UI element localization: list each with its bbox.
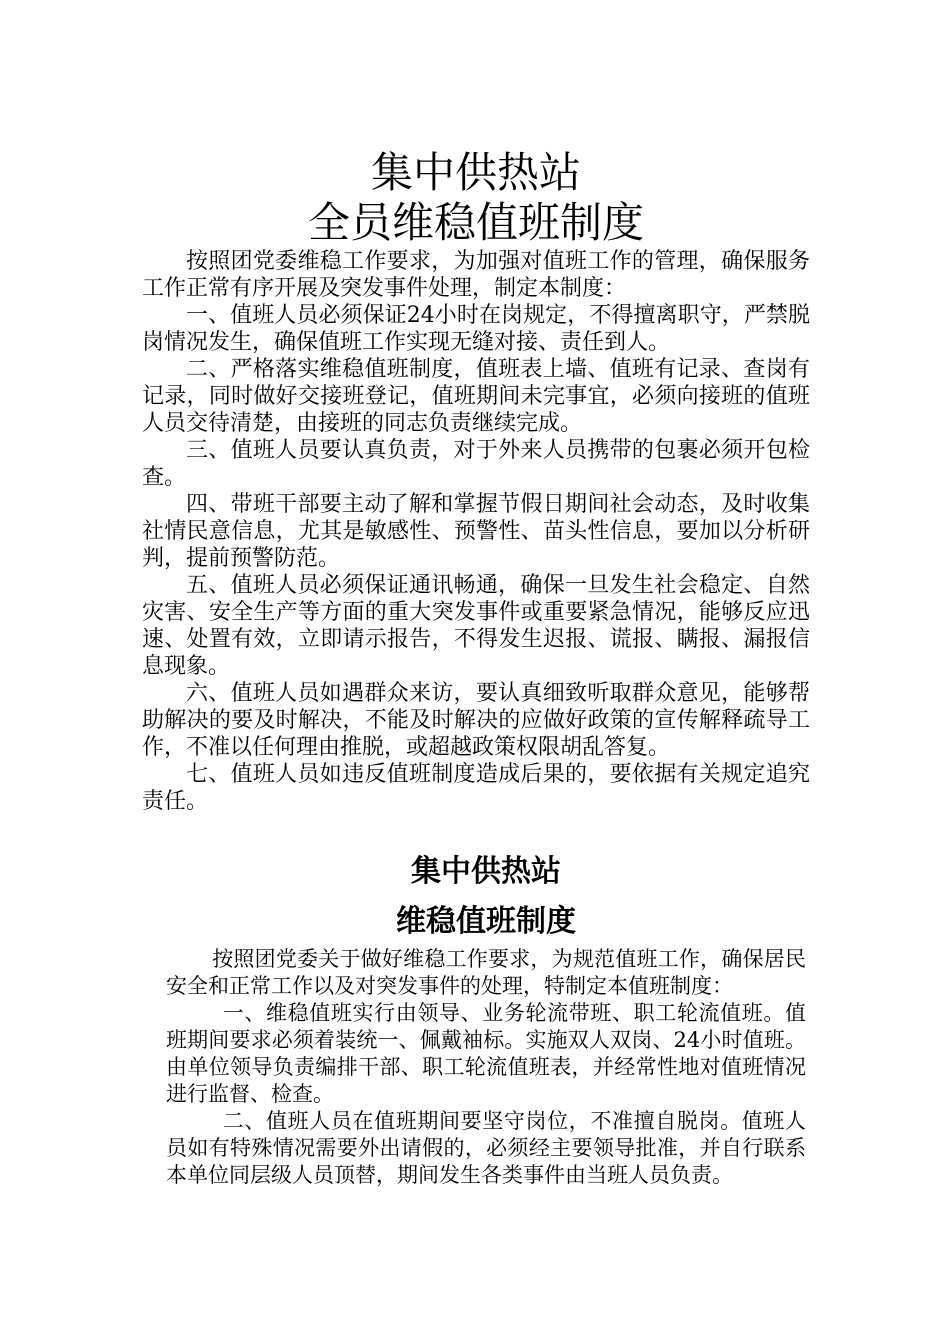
doc1-title-line1: 集中供热站 bbox=[370, 148, 581, 197]
doc1-rule-3: 三、值班人员要认真负责，对于外来人员携带的包裹必须开包检查。 bbox=[142, 438, 810, 490]
doc1-body bbox=[142, 248, 810, 815]
doc1-intro-paragraph: 按照团党委维稳工作要求，为加强对值班工作的管理，确保服务工作正常有序开展及突发事件处理，制定本制度： bbox=[142, 249, 810, 301]
doc2-rule-1: 一、维稳值班实行由领导、业务轮流带班、职工轮流值班。值班期间要求必须着装统一、佩戴袖标。实施双人双岗、24小时值班。由单位领导负责编排干部、职工轮流值班表，并经常性地对值班情况进行监督、检查。 bbox=[166, 1001, 806, 1106]
doc1-rule-6: 六、值班人员如遇群众来访，要认真细致听取群众意见，能够帮助解决的要及时解决，不能及时解决的应做好政策的宣传解释疏导工作，不准以任何理由推脱，或超越政策权限胡乱答复。 bbox=[142, 681, 810, 760]
doc1-rule-5: 五、值班人员必须保证通讯畅通，确保一旦发生社会稳定、自然灾害、安全生产等方面的重大突发事件或重要紧急情况，能够反应迅速、处置有效，立即请示报告，不得发生迟报、谎报、瞒报、漏报信息现象。 bbox=[142, 573, 810, 679]
doc1-rule-7: 七、值班人员如违反值班制度造成后果的，要依据有关规定追究责任。 bbox=[142, 762, 810, 814]
doc2-title-line1: 集中供热站 bbox=[411, 854, 561, 889]
document-section-1 bbox=[142, 148, 810, 815]
document-section-2 bbox=[166, 852, 806, 1189]
doc1-rule-4: 四、带班干部要主动了解和掌握节假日期间社会动态，及时收集社情民意信息，尤其是敏感性、预警性、苗头性信息，要加以分析研判，提前预警防范。 bbox=[142, 492, 810, 571]
doc2-title-line2: 维稳值班制度 bbox=[396, 904, 576, 939]
doc2-body bbox=[166, 946, 806, 1189]
doc2-rule-2: 二、值班人员在值班期间要坚守岗位，不准擅自脱岗。值班人员如有特殊情况需要外出请假的，必须经主要领导批准，并自行联系本单位同层级人员顶替，期间发生各类事件由当班人员负责。 bbox=[166, 1109, 806, 1187]
doc1-rule-1: 一、值班人员必须保证24小时在岗规定，不得擅离职守，严禁脱岗情况发生，确保值班工作实现无缝对接、责任到人。 bbox=[142, 303, 810, 355]
doc1-title-line2: 全员维稳值班制度 bbox=[307, 198, 644, 247]
doc1-rule-2: 二、严格落实维稳值班制度，值班表上墙、值班有记录、查岗有记录，同时做好交接班登记，值班期间未完事宜，必须向接班的值班人员交待清楚，由接班的同志负责继续完成。 bbox=[142, 357, 810, 436]
doc2-intro-paragraph: 按照团党委关于做好维稳工作要求，为规范值班工作，确保居民安全和正常工作以及对突发事件的处理，特制定本值班制度： bbox=[166, 947, 806, 998]
